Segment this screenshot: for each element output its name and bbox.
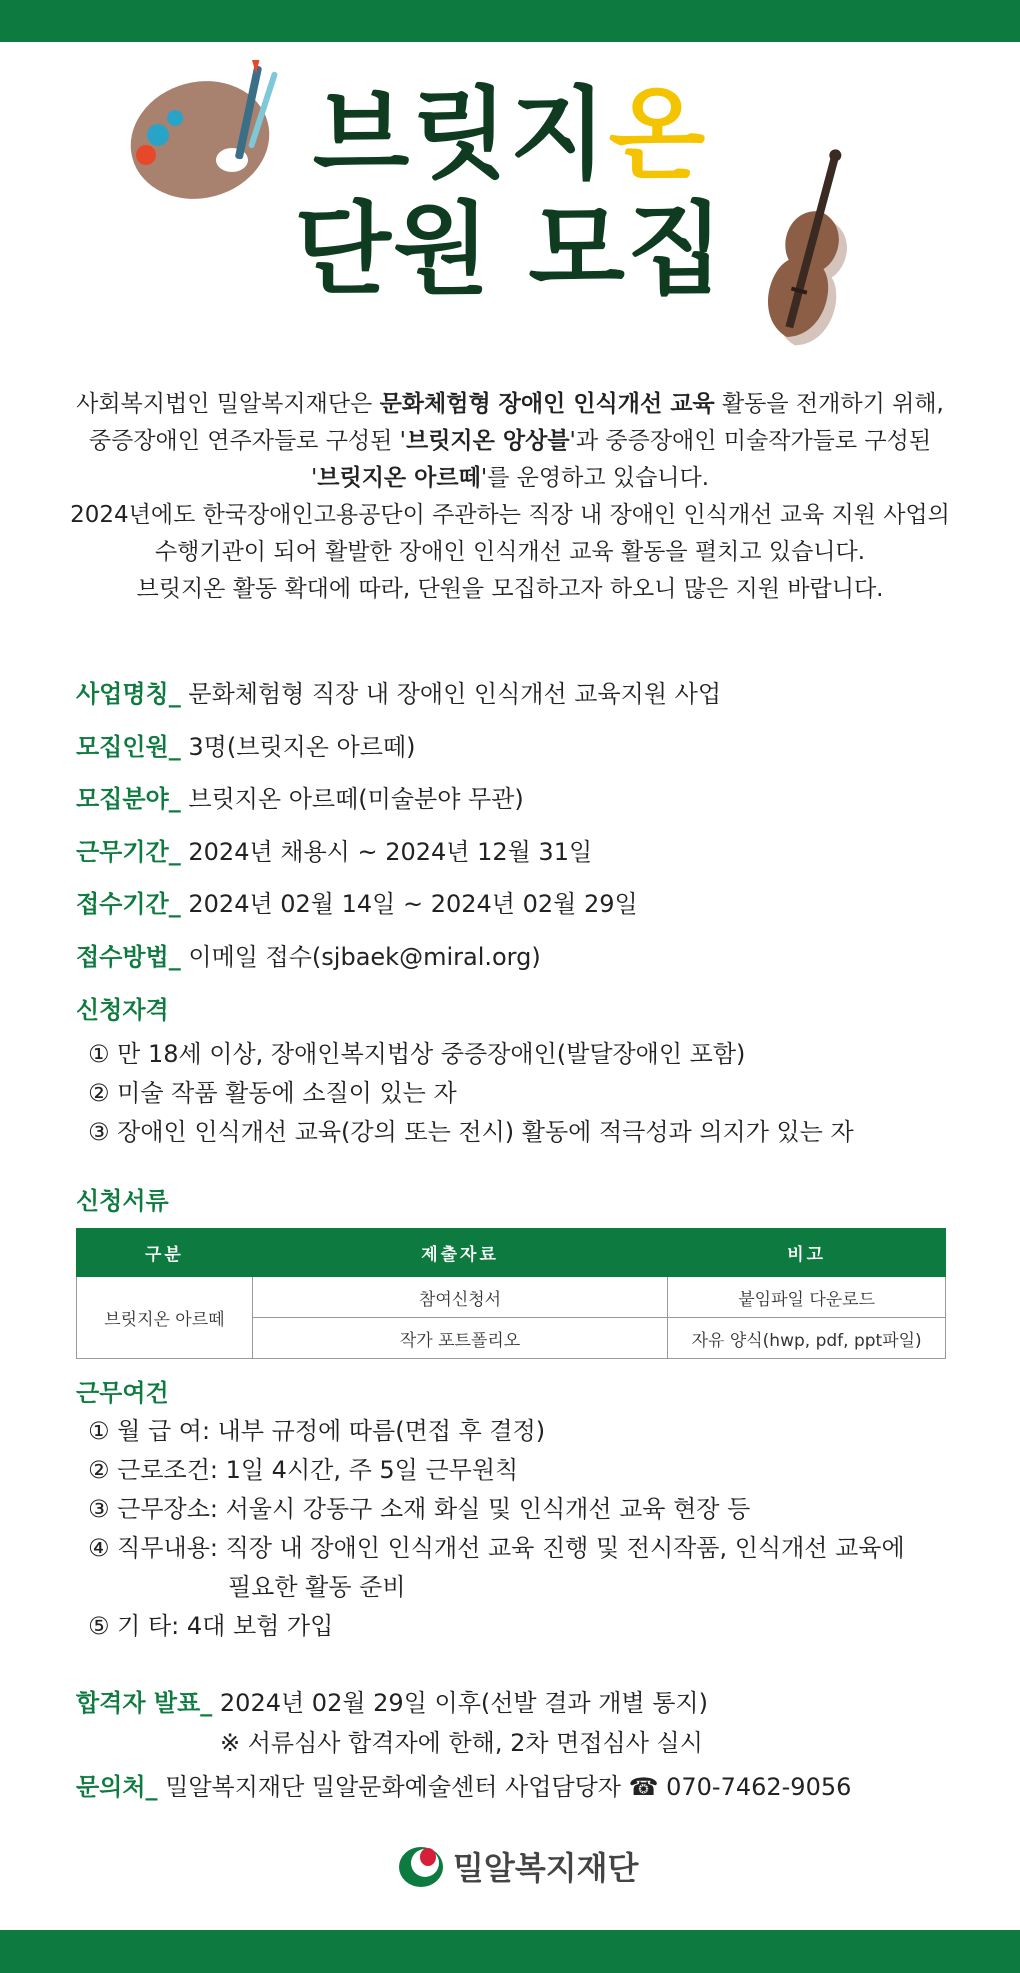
table-header-cell: 제출자료 bbox=[252, 1229, 667, 1277]
contact-label: 문의처_ bbox=[76, 1773, 158, 1801]
contact-value: 밀알복지재단 밀알문화예술센터 사업담당자 ☎ 070-7462-9056 bbox=[157, 1773, 852, 1801]
bottom-banner-bar bbox=[0, 1930, 1020, 1973]
table-cell: 자유 양식(hwp, pdf, ppt파일) bbox=[668, 1318, 946, 1359]
info-headcount bbox=[76, 731, 415, 763]
intro-text: 사회복지법인 밀알복지재단은 bbox=[76, 391, 380, 417]
intro-bold: 브릿지온 앙상블 bbox=[406, 428, 570, 454]
info-label: 모집인원_ bbox=[76, 733, 181, 761]
list-item: ② 근로조건: 1일 4시간, 주 5일 근무원칙 bbox=[88, 1456, 519, 1484]
table-cell: 참여신청서 bbox=[252, 1277, 667, 1318]
info-label: 모집분야_ bbox=[76, 785, 181, 813]
list-item: ③ 근무장소: 서울시 강동구 소재 화실 및 인식개선 교육 현장 등 bbox=[88, 1495, 751, 1523]
list-item: ② 미술 작품 활동에 소질이 있는 자 bbox=[88, 1079, 457, 1107]
intro-text: 활동을 전개하기 위해, bbox=[714, 391, 944, 417]
table-cell-category: 브릿지온 아르떼 bbox=[77, 1277, 253, 1359]
announcement bbox=[76, 1683, 708, 1763]
documents-table bbox=[76, 1228, 946, 1359]
top-banner-bar bbox=[0, 0, 1020, 42]
info-value: 브릿지온 아르떼(미술분야 무관) bbox=[180, 785, 524, 813]
intro-text: 수행기관이 되어 활발한 장애인 인식개선 교육 활동을 펼치고 있습니다. bbox=[154, 539, 866, 565]
list-item: ① 만 18세 이상, 장애인복지법상 중증장애인(발달장애인 포함) bbox=[88, 1040, 746, 1068]
announcement-value: 2024년 02월 29일 이후(선발 결과 개별 통지) bbox=[212, 1689, 708, 1717]
intro-text: '과 중증장애인 미술작가들로 구성된 bbox=[569, 428, 932, 454]
violin-icon bbox=[750, 140, 870, 360]
list-item: ① 월 급 여: 내부 규정에 따름(면접 후 결정) bbox=[88, 1417, 546, 1445]
table-row bbox=[77, 1277, 946, 1318]
list-item: ④ 직무내용: 직장 내 장애인 인식개선 교육 진행 및 전시작품, 인식개선 교육에 bbox=[88, 1534, 905, 1562]
list-item: ③ 장애인 인식개선 교육(강의 또는 전시) 활동에 적극성과 의지가 있는 자 bbox=[88, 1118, 854, 1146]
info-project bbox=[76, 678, 721, 710]
qualification-list bbox=[88, 1035, 854, 1152]
info-work-period bbox=[76, 836, 592, 868]
table-header-row bbox=[77, 1229, 946, 1277]
table-header-cell: 구분 bbox=[77, 1229, 253, 1277]
conditions-list bbox=[88, 1412, 905, 1646]
info-value: 2024년 채용시 ~ 2024년 12월 31일 bbox=[180, 838, 593, 866]
intro-text: 2024년에도 한국장애인고용공단이 주관하는 직장 내 장애인 인식개선 교육 지원 사업의 bbox=[70, 502, 950, 528]
intro-text: 브릿지온 활동 확대에 따라, 단원을 모집하고자 하오니 많은 지원 바랍니다. bbox=[136, 576, 884, 602]
info-value: 2024년 02월 14일 ~ 2024년 02월 29일 bbox=[180, 890, 638, 918]
info-label: 근무기간_ bbox=[76, 838, 181, 866]
conditions-title: 근무여건 bbox=[76, 1379, 169, 1407]
intro-bold: 브릿지온 아르떼 bbox=[317, 465, 481, 491]
intro-text: ' bbox=[310, 465, 318, 491]
documents-title: 신청서류 bbox=[76, 1187, 169, 1215]
title-accent: 온 bbox=[608, 76, 708, 193]
table-cell: 작가 포트폴리오 bbox=[252, 1318, 667, 1359]
info-field bbox=[76, 783, 524, 815]
list-item: ⑤ 기 타: 4대 보험 가입 bbox=[88, 1612, 334, 1640]
list-item-continuation: 필요한 활동 준비 bbox=[228, 1573, 406, 1601]
table-header-cell: 비고 bbox=[668, 1229, 946, 1277]
intro-paragraph bbox=[20, 386, 1000, 608]
info-value: 문화체험형 직장 내 장애인 인식개선 교육지원 사업 bbox=[180, 680, 722, 708]
announcement-note: ※ 서류심사 합격자에 한해, 2차 면접심사 실시 bbox=[220, 1729, 703, 1757]
info-label: 접수방법_ bbox=[76, 943, 181, 971]
intro-text: '를 운영하고 있습니다. bbox=[480, 465, 710, 491]
logo-text: 밀알복지재단 bbox=[453, 1849, 639, 1887]
info-apply-method bbox=[76, 941, 541, 973]
page-title-line2: 단원 모집 bbox=[294, 191, 726, 308]
info-label: 사업명칭_ bbox=[76, 680, 181, 708]
title-main: 브릿지 bbox=[312, 76, 609, 193]
info-apply-period bbox=[76, 888, 638, 920]
info-value: 이메일 접수(sjbaek@miral.org) bbox=[180, 943, 541, 971]
intro-bold: 문화체험형 장애인 인식개선 교육 bbox=[379, 391, 715, 417]
announcement-label: 합격자 발표_ bbox=[76, 1689, 213, 1717]
table-cell: 붙임파일 다운로드 bbox=[668, 1277, 946, 1318]
qualification-title: 신청자격 bbox=[76, 996, 169, 1024]
info-label: 접수기간_ bbox=[76, 890, 181, 918]
logo-mark-icon bbox=[395, 1843, 447, 1889]
intro-text: 중증장애인 연주자들로 구성된 ' bbox=[88, 428, 406, 454]
foundation-logo bbox=[395, 1843, 638, 1889]
info-value: 3명(브릿지온 아르떼) bbox=[180, 733, 416, 761]
contact-info bbox=[76, 1771, 851, 1803]
